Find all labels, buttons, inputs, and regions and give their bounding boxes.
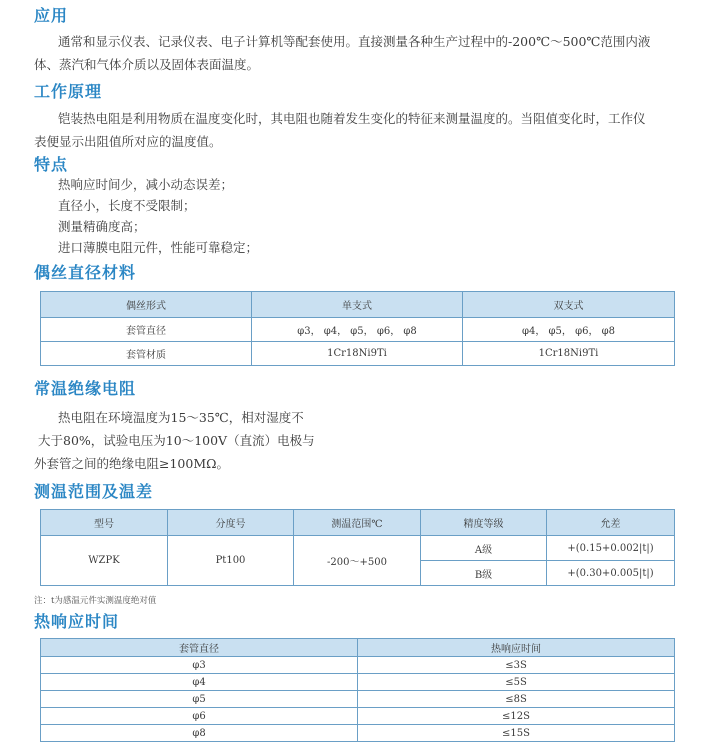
header-cell: 热响应时间 xyxy=(358,639,675,657)
table-row xyxy=(41,725,675,742)
table-header-row xyxy=(41,639,675,657)
table-cell: φ4 xyxy=(41,674,358,691)
header-cell: 偶丝形式 xyxy=(41,292,252,318)
range-cell: -200～+500 xyxy=(294,536,421,586)
table-row xyxy=(41,342,675,366)
table-cell: 套管直径 xyxy=(41,318,252,342)
section-title-application: 应用 xyxy=(34,6,69,25)
header-cell: 型号 xyxy=(41,510,168,536)
tolerance-cell: +(0.30+0.005|t|) xyxy=(547,561,675,586)
response-table xyxy=(40,638,675,742)
table-cell: 套管材质 xyxy=(41,342,252,366)
principle-text: 铠装热电阻是利用物质在温度变化时，其电阻也随着发生变化的特征来测量温度的。当阻值变化时，工作仪表便显示出阻值所对应的温度值。 xyxy=(34,111,646,149)
insulation-line: 外套管之间的绝缘电阻≥100MΩ。 xyxy=(34,456,229,471)
feature-item: 进口薄膜电阻元件，性能可靠稳定； xyxy=(58,240,259,255)
section-title-range: 测温范围及温差 xyxy=(34,482,154,501)
table-header-row xyxy=(41,292,675,318)
range-note: 注：t为感温元件实测温度绝对值 xyxy=(34,596,157,606)
section-title-insulation: 常温绝缘电阻 xyxy=(34,379,137,398)
header-cell: 双支式 xyxy=(463,292,675,318)
table-row xyxy=(41,536,675,561)
table-row xyxy=(41,318,675,342)
table-cell: ≤15S xyxy=(358,725,675,742)
header-cell: 单支式 xyxy=(252,292,463,318)
material-table xyxy=(40,291,675,366)
table-cell: 1Cr18Ni9Ti xyxy=(463,342,675,366)
table-cell: φ5 xyxy=(41,691,358,708)
model-cell: WZPK xyxy=(41,536,168,586)
application-text: 通常和显示仪表、记录仪表、电子计算机等配套使用。直接测量各种生产过程中的-200℃～500℃范围内液体、蒸汽和气体介质以及固体表面温度。 xyxy=(34,34,651,72)
table-cell: φ4， φ5， φ6， φ8 xyxy=(463,318,675,342)
table-row xyxy=(41,691,675,708)
grade-cell: A级 xyxy=(421,536,547,561)
table-cell: φ8 xyxy=(41,725,358,742)
range-table xyxy=(40,509,675,586)
table-cell: ≤3S xyxy=(358,657,675,674)
insulation-line: 热电阻在环境温度为15～35℃，相对湿度不 xyxy=(58,410,304,425)
table-row xyxy=(41,708,675,725)
table-cell: ≤8S xyxy=(358,691,675,708)
table-cell: φ6 xyxy=(41,708,358,725)
section-title-material: 偶丝直径材料 xyxy=(34,263,137,282)
header-cell: 允差 xyxy=(547,510,675,536)
table-cell: φ3 xyxy=(41,657,358,674)
feature-item: 直径小，长度不受限制； xyxy=(58,198,196,213)
section-title-response: 热响应时间 xyxy=(34,612,120,631)
header-cell: 精度等级 xyxy=(421,510,547,536)
table-row xyxy=(41,674,675,691)
section-title-features: 特点 xyxy=(34,155,69,174)
table-cell: ≤12S xyxy=(358,708,675,725)
table-cell: φ3， φ4， φ5， φ6， φ8 xyxy=(252,318,463,342)
tolerance-cell: +(0.15+0.002|t|) xyxy=(547,536,675,561)
table-header-row xyxy=(41,510,675,536)
grade-cell: B级 xyxy=(421,561,547,586)
table-cell: 1Cr18Ni9Ti xyxy=(252,342,463,366)
insulation-line: 大于80%，试验电压为10～100V（直流）电极与 xyxy=(38,433,315,448)
division-cell: Pt100 xyxy=(168,536,294,586)
feature-item: 热响应时间少，减小动态误差； xyxy=(58,177,234,192)
table-cell: ≤5S xyxy=(358,674,675,691)
header-cell: 套管直径 xyxy=(41,639,358,657)
header-cell: 测温范围℃ xyxy=(294,510,421,536)
feature-item: 测量精确度高； xyxy=(58,219,146,234)
table-row xyxy=(41,657,675,674)
section-title-principle: 工作原理 xyxy=(34,82,103,101)
header-cell: 分度号 xyxy=(168,510,294,536)
